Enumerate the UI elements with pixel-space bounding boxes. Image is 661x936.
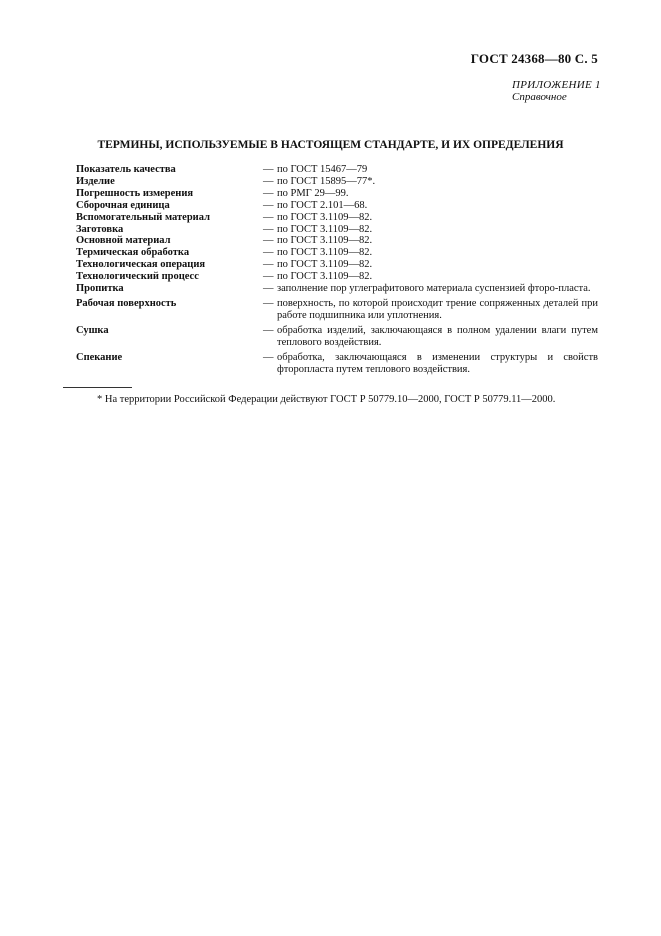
- term-dash: —: [263, 175, 274, 187]
- term-row: [76, 259, 598, 271]
- term-dash: —: [263, 164, 274, 175]
- term-name: Спекание: [76, 351, 123, 363]
- term-definition: по ГОСТ 3.1109—82.: [277, 211, 373, 223]
- term-row: [76, 325, 598, 349]
- term-definition: заполнение пор углеграфитового материала суспензией фторо-пласта.: [277, 283, 591, 295]
- term-dash: —: [263, 271, 274, 283]
- term-name: Технологический процесс: [76, 271, 199, 283]
- term-name: Изделие: [76, 175, 115, 187]
- term-name: Вспомогательный материал: [76, 211, 210, 223]
- term-definition: поверхность, по которой происходит трение сопряженных деталей при работе подшипника или уплотнения.: [277, 297, 598, 321]
- term-definition: по ГОСТ 3.1109—82.: [277, 235, 373, 247]
- term-dash: —: [263, 211, 274, 223]
- term-dash: —: [263, 324, 274, 336]
- term-name: Погрешность измерения: [76, 187, 194, 199]
- term-row: [76, 212, 598, 224]
- term-row: [76, 224, 598, 236]
- term-dash: —: [263, 187, 274, 199]
- term-name: Показатель качества: [76, 164, 176, 175]
- term-row: [76, 298, 598, 322]
- term-definition: по РМГ 29—99.: [277, 187, 349, 199]
- term-name: Термическая обработка: [76, 247, 190, 259]
- term-dash: —: [263, 223, 274, 235]
- term-row: [76, 352, 598, 376]
- appendix-type: Справочное: [512, 91, 567, 103]
- term-definition: обработка, заключающаяся в изменении структуры и свойств фторопласта путем теплового воздействия.: [277, 351, 598, 375]
- term-row: [76, 200, 598, 212]
- term-row: [76, 188, 598, 200]
- term-definition: обработка изделий, заключающаяся в полном удалении влаги путем теплового воздействия.: [277, 324, 598, 348]
- term-dash: —: [263, 259, 274, 271]
- term-definition: по ГОСТ 15895—77*.: [277, 175, 376, 187]
- page-header: ГОСТ 24368—80 С. 5: [470, 51, 598, 66]
- term-row: [76, 176, 598, 188]
- term-row: [76, 271, 598, 283]
- term-definition: по ГОСТ 15467—79: [277, 164, 368, 175]
- term-name: Основной материал: [76, 235, 171, 247]
- term-definition: по ГОСТ 3.1109—82.: [277, 271, 373, 283]
- term-dash: —: [263, 297, 274, 309]
- appendix-block: [512, 79, 601, 103]
- term-name: Пропитка: [76, 283, 124, 295]
- section-title: ТЕРМИНЫ, ИСПОЛЬЗУЕМЫЕ В НАСТОЯЩЕМ СТАНДАРТЕ, И ИХ ОПРЕДЕЛЕНИЯ: [97, 139, 564, 151]
- term-name: Сушка: [76, 324, 109, 336]
- term-definition: по ГОСТ 2.101—68.: [277, 199, 368, 211]
- term-definition: по ГОСТ 3.1109—82.: [277, 247, 373, 259]
- term-name: Заготовка: [76, 223, 124, 235]
- term-dash: —: [263, 283, 274, 295]
- terms-list: [76, 164, 598, 375]
- term-dash: —: [263, 235, 274, 247]
- term-dash: —: [263, 199, 274, 211]
- term-definition: по ГОСТ 3.1109—82.: [277, 259, 373, 271]
- term-row: [76, 164, 598, 176]
- term-row: [76, 247, 598, 259]
- term-row: [76, 283, 598, 295]
- appendix-label: ПРИЛОЖЕНИЕ 1: [512, 79, 601, 91]
- footnote: * На территории Российской Федерации действуют ГОСТ Р 50779.10—2000, ГОСТ Р 50779.11—2000.: [97, 394, 556, 405]
- term-dash: —: [263, 351, 274, 363]
- term-dash: —: [263, 247, 274, 259]
- term-definition: по ГОСТ 3.1109—82.: [277, 223, 373, 235]
- term-name: Сборочная единица: [76, 199, 170, 211]
- term-name: Технологическая операция: [76, 259, 206, 271]
- term-row: [76, 235, 598, 247]
- term-name: Рабочая поверхность: [76, 297, 177, 309]
- footnote-separator: [63, 387, 132, 388]
